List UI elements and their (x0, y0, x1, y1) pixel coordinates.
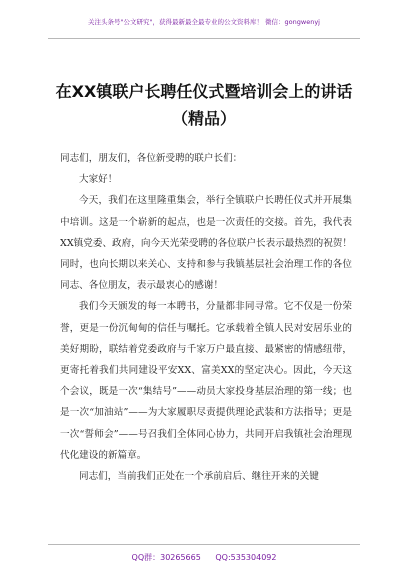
salutation-paragraph: 同志们，朋友们，各位新受聘的联户长们： (60, 153, 243, 164)
body-paragraph: 今天，我们在这里隆重集会，举行全镇联户长聘任仪式并开展集中培训。这是一个崭新的起点，也是一次责任的交接。首先，我代表XX镇党委、政府，向今天光荣受聘的各位联户长表示最热烈的祝贺！同时，也向长期以来关心、支持和参与我镇基层社会治理工作的各位同志、各位朋友，表示最衷心的感谢！ (60, 195, 352, 292)
footer-divider (48, 544, 360, 545)
body-paragraph: 我们今天颁发的每一本聘书，分量都非同寻常。它不仅是一份荣誉，更是一份沉甸甸的信任与嘱托。它承载着全镇人民对安居乐业的美好期盼，联结着党委政府与千家万户最直接、最紧密的情感纽带，更寄托着我们共同建设平安XX、富美XX的坚定决心。因此，今天这个会议，既是一次“集结号”——动员大家投身基层治理的第一线；也是一次“加油站”——为大家履职尽责提供理论武装和方法指导；更是一次“誓师会”——号召我们全体同心协力，共同开启我镇社会治理现代化建设的新篇章。 (60, 301, 352, 461)
document-body (60, 148, 352, 487)
header-divider (48, 38, 360, 39)
document-title: 在XX镇联户长聘任仪式暨培训会上的讲话（精品） (55, 82, 353, 128)
header-promo-note: 关注头条号"公文研究"，获得最新最全最专业的公文资料库！ 微信：gongwenyj (88, 18, 320, 26)
footer-qq: QQ:535304092 (215, 553, 277, 562)
body-paragraph: 同志们，当前我们正处在一个承前启后、继往开来的关键 (79, 471, 319, 483)
footer-qq-group: QQ群：30265665 (131, 553, 201, 562)
greeting-paragraph: 大家好！ (79, 174, 118, 186)
footer-contact (0, 552, 408, 563)
